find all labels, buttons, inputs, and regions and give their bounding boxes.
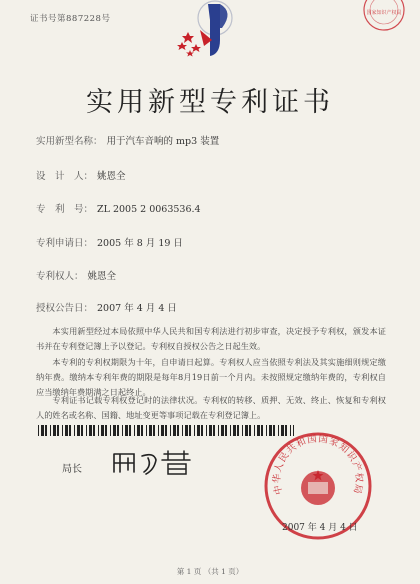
field-label: 专利申请日： [36, 238, 94, 249]
field-patentee [36, 268, 116, 282]
sipo-emblem-icon [160, 0, 270, 60]
field-application-date [36, 235, 183, 249]
field-value: 用于汽车音响的 mp3 装置 [106, 136, 220, 147]
issue-date: 2007 年 4 月 4 日 [282, 523, 358, 533]
field-value: 2005 年 8 月 19 日 [97, 238, 183, 249]
director-label: 局长 [62, 464, 82, 475]
field-label: 授权公告日： [36, 303, 94, 314]
paragraph-registry: 专利证书记载专利权登记时的法律状况。专利权的转移、质押、无效、终止、恢复和专利权人的姓名或名称、国籍、地址变更等事项记载在专利登记簿上。 [36, 395, 386, 420]
corner-seal-text: 国家知识产权局 [366, 10, 402, 16]
field-value: 姚恩全 [87, 271, 117, 282]
field-grant-date [36, 300, 177, 314]
paragraph-grant: 本实用新型经过本局依照中华人民共和国专利法进行初步审查，决定授予专利权，颁发本证书并在专利登记簿上予以登记。专利权自授权公告之日起生效。 [36, 326, 386, 351]
director-signature [108, 448, 198, 476]
field-label: 专 利 号： [36, 204, 94, 215]
field-utility-name [36, 133, 219, 147]
field-label: 设 计 人： [36, 171, 94, 182]
field-label: 专利权人： [36, 271, 84, 282]
corner-seal-icon [354, 0, 410, 32]
page-footer: 第 1 页 （共 1 页） [176, 567, 244, 576]
field-patent-number [36, 201, 201, 215]
seal-text: 中华人民共和国国家知识产权局 [271, 433, 365, 496]
page-title: 实用新型专利证书 [86, 87, 334, 118]
field-designer [36, 168, 126, 182]
barcode [38, 425, 294, 436]
field-value: ZL 2005 2 0063536.4 [97, 204, 201, 215]
field-value: 2007 年 4 月 4 日 [97, 303, 177, 314]
field-value: 姚恩全 [97, 171, 126, 182]
paragraph-term: 本专利的专利权期限为十年，自申请日起算。专利权人应当依照专利法及其实施细则规定缴纳年费。缴纳本专利年费的期限是每年8月19日前一个月内。未按照规定缴纳年费的，专利权自应当缴纳年费期满之日起终止。 [36, 357, 386, 397]
field-label: 实用新型名称： [36, 136, 103, 147]
certificate-number: 证书号第887228号 [30, 14, 111, 24]
